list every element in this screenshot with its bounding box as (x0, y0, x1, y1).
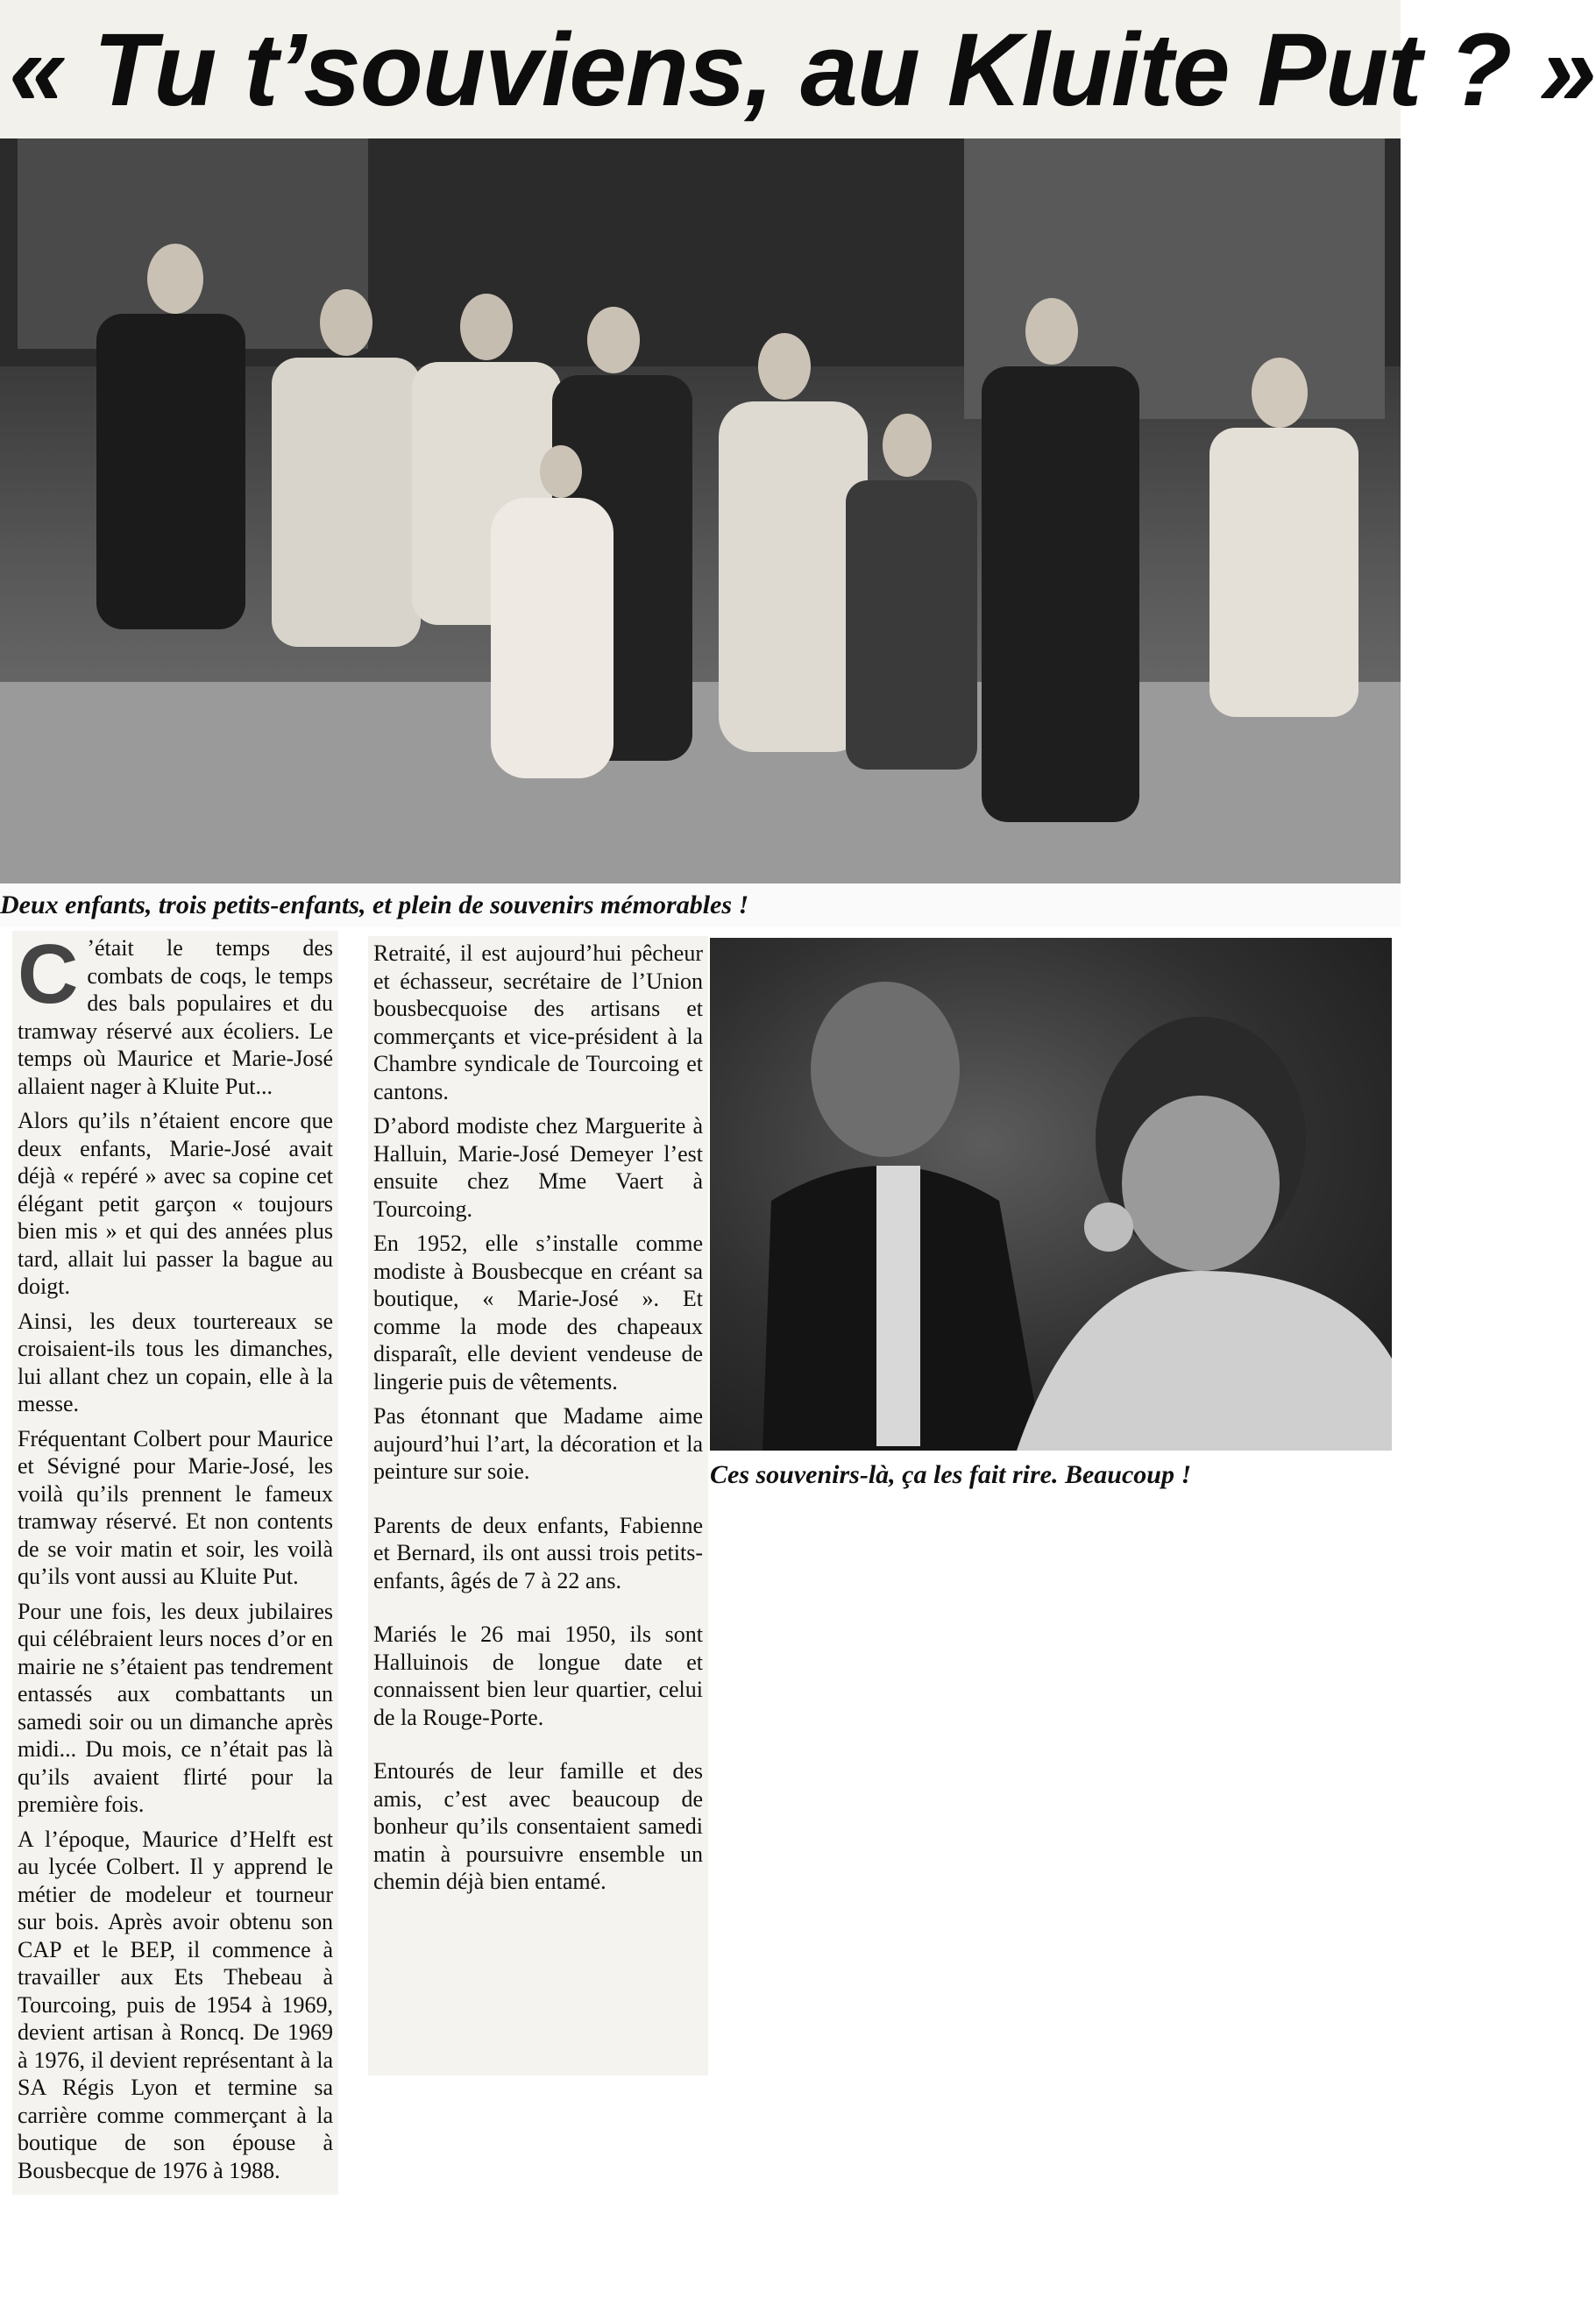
paragraph: Fréquentant Colbert pour Maurice et Sévigné pour Marie-José, les voilà qu’ils prennent le fameux tramway réservé. Et non contents de se voir matin et soir, les voilà qu’ils vont aussi au Kluite Put. (18, 1425, 333, 1589)
group-photo (0, 138, 1401, 883)
article-column-2 (368, 936, 708, 2075)
group-photo-caption: Deux enfants, trois petits-enfants, et plein de souvenirs mémorables ! (0, 883, 1401, 927)
group-photo-illustration (0, 138, 1401, 883)
couple-photo (710, 938, 1392, 1451)
paragraph: D’abord modiste chez Marguerite à Halluin, Marie-José Demeyer l’est ensuite chez Mme Vaert à Tourcoing. (373, 1113, 703, 1222)
paragraph: Pas étonnant que Madame aime aujourd’hui l’art, la décoration et la peinture sur soie. (373, 1403, 703, 1484)
paragraph (18, 927, 333, 1100)
couple-photo-caption: Ces souvenirs-là, ça les fait rire. Beaucoup ! (710, 1460, 1192, 1489)
paragraph: A l’époque, Maurice d’Helft est au lycée Colbert. Il y apprend le métier de modeleur et tourneur sur bois. Après avoir obtenu son CAP et le BEP, il commence à travailler aux Ets Thebeau à Tourcoing, puis de 1954 à 1969, devient artisan à Roncq. De 1969 à 1976, il devient représentant à la SA Régis Lyon et termine sa carrière comme commerçant à la boutique de son épouse à Bousbecque de 1976 à 1988. (18, 1826, 333, 2183)
paragraph: Ainsi, les deux tourtereaux se croisaient-ils tous les dimanches, lui allant chez un copain, elle à la messe. (18, 1308, 333, 1416)
paragraph: Retraité, il est aujourd’hui pêcheur et échasseur, secrétaire de l’Union bousbecquoise des artisans et commerçants et vice-président à la Chambre syndicale de Tourcoing et cantons. (373, 940, 703, 1104)
paragraph: Parents de deux enfants, Fabienne et Bernard, ils ont aussi trois petits-enfants, âgés de 7 à 22 ans. (373, 1512, 703, 1593)
couple-photo-illustration (710, 938, 1392, 1451)
headline: « Tu t’souviens, au Kluite Put ? » (9, 12, 1596, 128)
paragraph: En 1952, elle s’installe comme modiste à Bousbecque en créant sa boutique, « Marie-José ». Et comme la mode des chapeaux disparaît, elle devient vendeuse de lingerie puis de vêtements. (373, 1231, 703, 1394)
headline-banner (0, 0, 1596, 140)
drop-cap: C (18, 927, 79, 1021)
paragraph: Mariés le 26 mai 1950, ils sont Halluinois de longue date et connaissent bien leur quartier, celui de la Rouge-Porte. (373, 1621, 703, 1730)
article-column-1 (12, 927, 338, 2195)
paragraph: Pour une fois, les deux jubilaires qui célébraient leurs noces d’or en mairie ne s’étaient pas tendrement entassés aux combattants un samedi soir ou un dimanche après midi... Du mois, ce n’était pas là qu’ils avaient flirté pour la première fois. (18, 1598, 333, 1817)
paragraph: Alors qu’ils n’étaient encore que deux enfants, Marie-José avait déjà « repéré » avec sa copine cet élégant petit garçon « toujours bien mis » et qui des années plus tard, allait lui passer la bague au doigt. (18, 1108, 333, 1299)
paragraph-text: ’était le temps des combats de coqs, le temps des bals populaires et du tramway réservé aux écoliers. Le temps où Maurice et Marie-José allaient nager à Kluite Put... (18, 935, 333, 1099)
paragraph: Entourés de leur famille et des amis, c’est avec beaucoup de bonheur qu’ils consentaient samedi matin à poursuivre ensemble un chemin déjà bien entamé. (373, 1758, 703, 1894)
